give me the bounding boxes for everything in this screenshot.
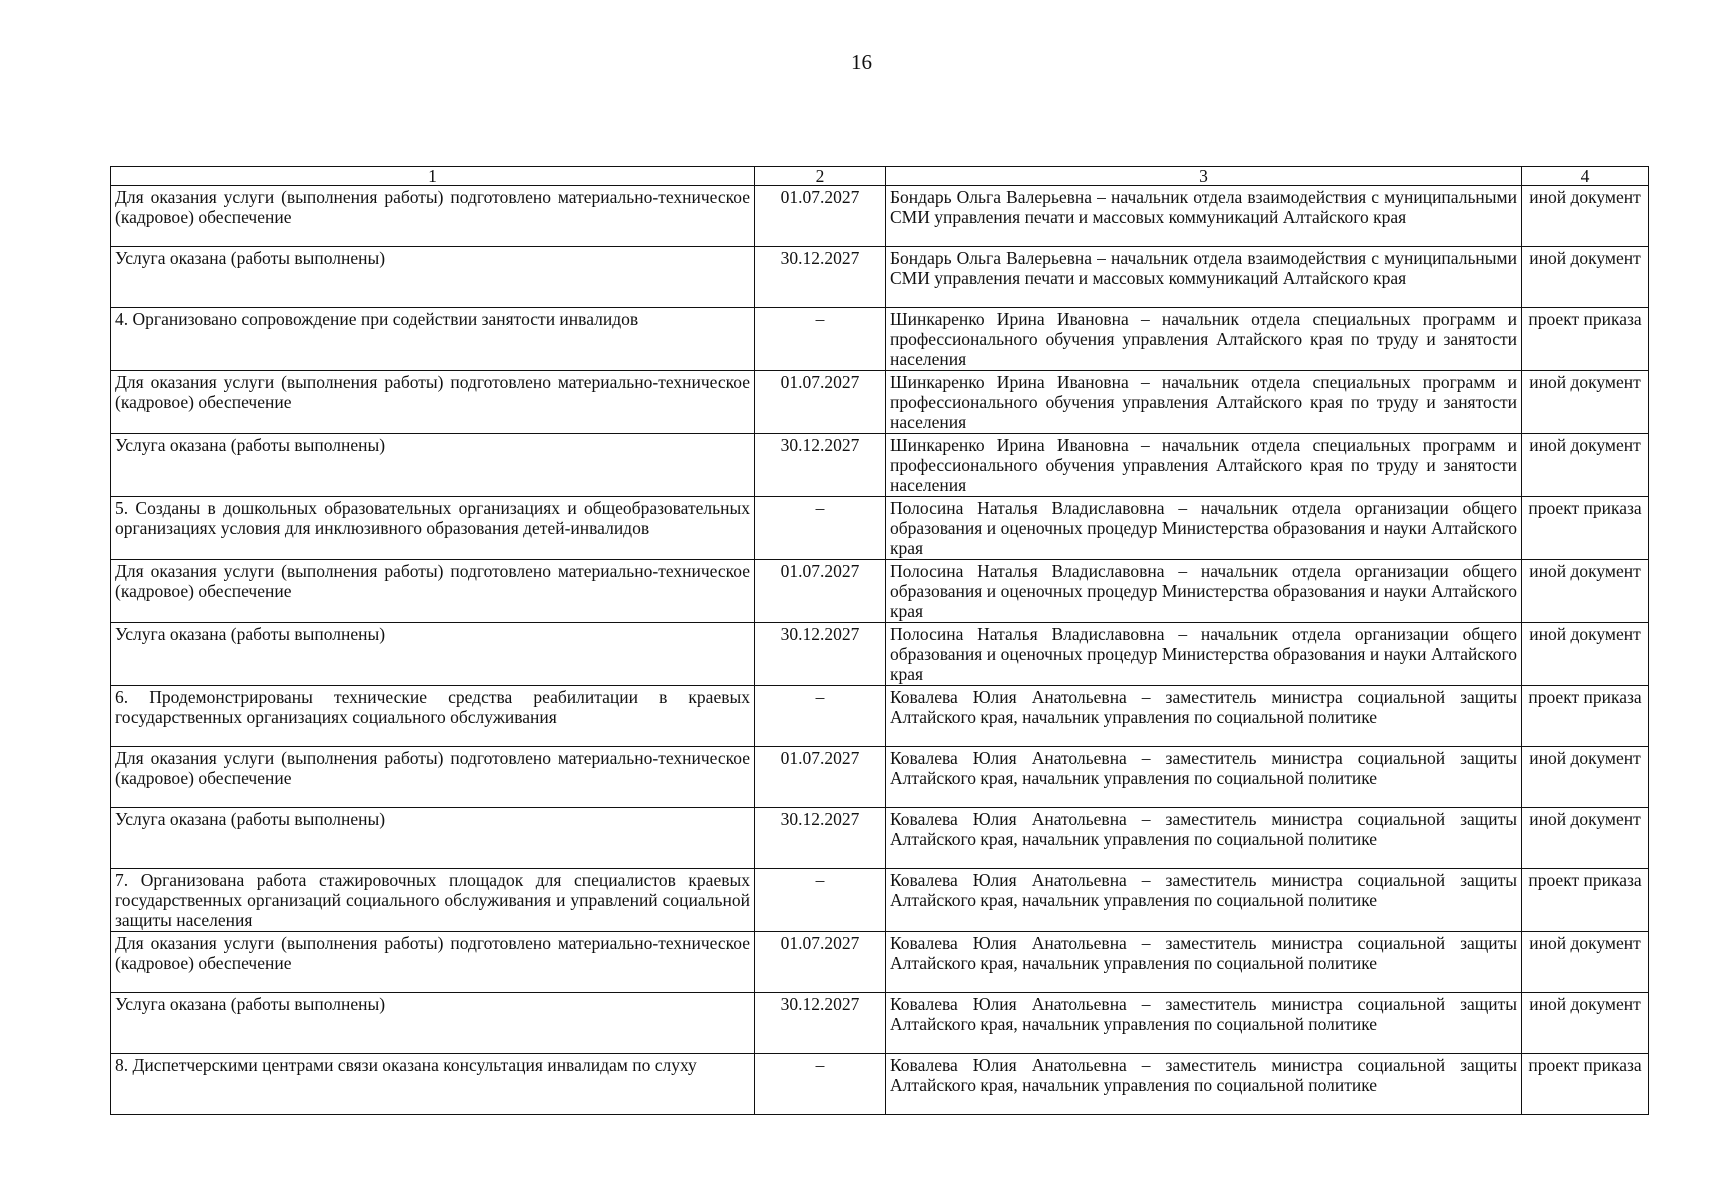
document-type-cell: проект приказа (1522, 1054, 1649, 1115)
responsible-person-cell: Ковалева Юлия Анатольевна – заместитель министра социальной защиты Алтайского края, начальник управления по социальной политике (886, 993, 1522, 1054)
document-type-cell: проект приказа (1522, 686, 1649, 747)
plan-table-body (111, 167, 1649, 1115)
page-number: 16 (851, 50, 872, 74)
document-type-cell: иной документ (1522, 747, 1649, 808)
table-header-row (111, 167, 1649, 186)
responsible-person-cell: Бондарь Ольга Валерьевна – начальник отдела взаимодействия с муниципальными СМИ управления печати и массовых коммуникаций Алтайского края (886, 186, 1522, 247)
header-cell-2: 2 (755, 167, 886, 186)
responsible-person-cell: Ковалева Юлия Анатольевна – заместитель министра социальной защиты Алтайского края, начальник управления по социальной политике (886, 869, 1522, 932)
event-name-cell: 6. Продемонстрированы технические средства реабилитации в краевых государственных организациях социального обслуживания (111, 686, 755, 747)
deadline-cell: 01.07.2027 (755, 747, 886, 808)
responsible-person-cell: Ковалева Юлия Анатольевна – заместитель министра социальной защиты Алтайского края, начальник управления по социальной политике (886, 686, 1522, 747)
deadline-cell: – (755, 686, 886, 747)
table-row (111, 371, 1649, 434)
event-name-cell: 5. Созданы в дошкольных образовательных организациях и общеобразовательных организациях условия для инклюзивного образования детей-инвалидов (111, 497, 755, 560)
header-cell-3: 3 (886, 167, 1522, 186)
responsible-person-cell: Ковалева Юлия Анатольевна – заместитель министра социальной защиты Алтайского края, начальник управления по социальной политике (886, 932, 1522, 993)
document-type-cell: иной документ (1522, 247, 1649, 308)
responsible-person-cell: Полосина Наталья Владиславовна – начальник отдела организации общего образования и оценочных процедур Министерства образования и науки Алтайского края (886, 497, 1522, 560)
document-type-cell: иной документ (1522, 371, 1649, 434)
event-name-cell: Услуга оказана (работы выполнены) (111, 247, 755, 308)
event-name-cell: Услуга оказана (работы выполнены) (111, 623, 755, 686)
event-name-cell: Услуга оказана (работы выполнены) (111, 434, 755, 497)
responsible-person-cell: Шинкаренко Ирина Ивановна – начальник отдела специальных программ и профессионального обучения управления Алтайского края по труду и занятости населения (886, 434, 1522, 497)
table-row (111, 869, 1649, 932)
deadline-cell: – (755, 497, 886, 560)
event-name-cell: 7. Организована работа стажировочных площадок для специалистов краевых государственных организаций социального обслуживания и управлений социальной защиты населения (111, 869, 755, 932)
deadline-cell: – (755, 308, 886, 371)
responsible-person-cell: Шинкаренко Ирина Ивановна – начальник отдела специальных программ и профессионального обучения управления Алтайского края по труду и занятости населения (886, 371, 1522, 434)
deadline-cell: – (755, 869, 886, 932)
event-name-cell: Для оказания услуги (выполнения работы) подготовлено материально-техническое (кадровое) обеспечение (111, 932, 755, 993)
deadline-cell: 30.12.2027 (755, 623, 886, 686)
event-name-cell: 4. Организовано сопровождение при содействии занятости инвалидов (111, 308, 755, 371)
responsible-person-cell: Ковалева Юлия Анатольевна – заместитель министра социальной защиты Алтайского края, начальник управления по социальной политике (886, 747, 1522, 808)
responsible-person-cell: Полосина Наталья Владиславовна – начальник отдела организации общего образования и оценочных процедур Министерства образования и науки Алтайского края (886, 560, 1522, 623)
event-name-cell: 8. Диспетчерскими центрами связи оказана консультация инвалидам по слуху (111, 1054, 755, 1115)
table-row (111, 434, 1649, 497)
document-type-cell: иной документ (1522, 993, 1649, 1054)
table-row (111, 623, 1649, 686)
deadline-cell: 01.07.2027 (755, 186, 886, 247)
document-type-cell: иной документ (1522, 560, 1649, 623)
document-type-cell: иной документ (1522, 808, 1649, 869)
deadline-cell: 30.12.2027 (755, 247, 886, 308)
deadline-cell: 01.07.2027 (755, 560, 886, 623)
document-type-cell: иной документ (1522, 623, 1649, 686)
table-row (111, 808, 1649, 869)
header-cell-1: 1 (111, 167, 755, 186)
event-name-cell: Для оказания услуги (выполнения работы) подготовлено материально-техническое (кадровое) обеспечение (111, 186, 755, 247)
deadline-cell: 01.07.2027 (755, 371, 886, 434)
responsible-person-cell: Бондарь Ольга Валерьевна – начальник отдела взаимодействия с муниципальными СМИ управления печати и массовых коммуникаций Алтайского края (886, 247, 1522, 308)
document-type-cell: проект приказа (1522, 869, 1649, 932)
responsible-person-cell: Ковалева Юлия Анатольевна – заместитель министра социальной защиты Алтайского края, начальник управления по социальной политике (886, 1054, 1522, 1115)
deadline-cell: 30.12.2027 (755, 808, 886, 869)
table-row (111, 1054, 1649, 1115)
event-name-cell: Для оказания услуги (выполнения работы) подготовлено материально-техническое (кадровое) обеспечение (111, 747, 755, 808)
deadline-cell: – (755, 1054, 886, 1115)
table-row (111, 932, 1649, 993)
document-type-cell: иной документ (1522, 932, 1649, 993)
table-row (111, 686, 1649, 747)
responsible-person-cell: Шинкаренко Ирина Ивановна – начальник отдела специальных программ и профессионального обучения управления Алтайского края по труду и занятости населения (886, 308, 1522, 371)
deadline-cell: 30.12.2027 (755, 993, 886, 1054)
header-cell-4: 4 (1522, 167, 1649, 186)
table-row (111, 993, 1649, 1054)
table-row (111, 186, 1649, 247)
document-type-cell: проект приказа (1522, 497, 1649, 560)
deadline-cell: 01.07.2027 (755, 932, 886, 993)
event-name-cell: Для оказания услуги (выполнения работы) подготовлено материально-техническое (кадровое) обеспечение (111, 371, 755, 434)
plan-table (110, 166, 1649, 1115)
table-row (111, 747, 1649, 808)
responsible-person-cell: Ковалева Юлия Анатольевна – заместитель министра социальной защиты Алтайского края, начальник управления по социальной политике (886, 808, 1522, 869)
document-type-cell: иной документ (1522, 186, 1649, 247)
table-row (111, 560, 1649, 623)
document-type-cell: иной документ (1522, 434, 1649, 497)
table-row (111, 308, 1649, 371)
table-row (111, 247, 1649, 308)
table-row (111, 497, 1649, 560)
event-name-cell: Услуга оказана (работы выполнены) (111, 993, 755, 1054)
deadline-cell: 30.12.2027 (755, 434, 886, 497)
event-name-cell: Услуга оказана (работы выполнены) (111, 808, 755, 869)
responsible-person-cell: Полосина Наталья Владиславовна – начальник отдела организации общего образования и оценочных процедур Министерства образования и науки Алтайского края (886, 623, 1522, 686)
document-type-cell: проект приказа (1522, 308, 1649, 371)
event-name-cell: Для оказания услуги (выполнения работы) подготовлено материально-техническое (кадровое) обеспечение (111, 560, 755, 623)
